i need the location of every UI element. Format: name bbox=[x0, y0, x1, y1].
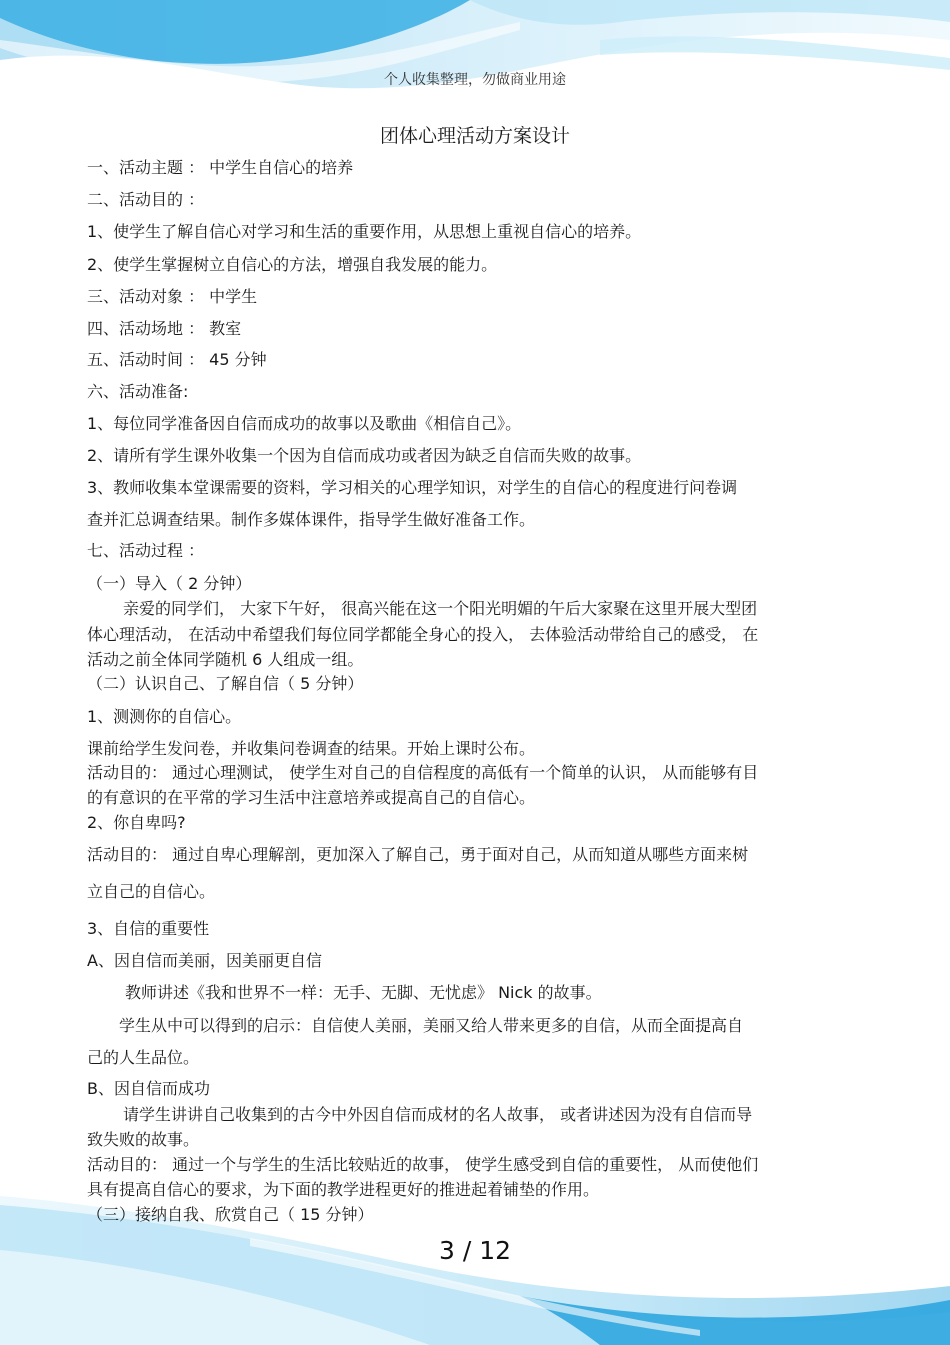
paragraph-line: 活动之前全体同学随机 6 人组成一组。 bbox=[87, 650, 364, 669]
page-indicator: 3 / 12 bbox=[438, 1236, 512, 1265]
section-heading-topic: 一、活动主题 ： 中学生自信心的培养 bbox=[87, 158, 354, 177]
paragraph-line: 立自己的自信心。 bbox=[87, 882, 216, 901]
subsection-heading: （二）认识自己、了解自信（ 5 分钟） bbox=[87, 674, 364, 693]
subsection-heading: （一）导入（ 2 分钟） bbox=[87, 574, 252, 593]
paragraph-line: 1、测测你的自信心。 bbox=[87, 707, 242, 726]
paragraph-line: 2、你自卑吗? bbox=[87, 813, 186, 832]
section-heading-venue: 四、活动场地 ： 教室 bbox=[87, 319, 242, 338]
paragraph-line: 请学生讲讲自己收集到的古今中外因自信而成材的名人故事， 或者讲述因为没有自信而导 bbox=[123, 1105, 753, 1124]
paragraph-line: 教师讲述《我和世界不一样：无手、无脚、无忧虑》 Nick 的故事。 bbox=[125, 983, 602, 1002]
paragraph-line: 1、使学生了解自信心对学习和生活的重要作用，从思想上重视自信心的培养。 bbox=[87, 222, 642, 241]
section-heading-purpose: 二、活动目的 ： bbox=[87, 190, 205, 209]
paragraph-line: 1、每位同学准备因自信而成功的故事以及歌曲《相信自己》。 bbox=[87, 414, 522, 433]
subsection-heading: （三）接纳自我、欣赏自己（ 15 分钟） bbox=[87, 1205, 374, 1224]
paragraph-line: 活动目的： 通过自卑心理解剖，更加深入了解自己，勇于面对自己，从而知道从哪些方面来树 bbox=[87, 845, 749, 864]
paragraph-line: 2、使学生掌握树立自信心的方法，增强自我发展的能力。 bbox=[87, 255, 498, 274]
paragraph-line: 学生从中可以得到的启示：自信使人美丽，美丽又给人带来更多的自信，从而全面提高自 bbox=[119, 1016, 744, 1035]
watermark-text: 个人收集整理，勿做商业用途 bbox=[384, 72, 566, 88]
paragraph-line: 具有提高自信心的要求，为下面的教学进程更好的推进起着铺垫的作用。 bbox=[87, 1180, 600, 1199]
section-heading-audience: 三、活动对象 ： 中学生 bbox=[87, 287, 258, 306]
paragraph-line: 亲爱的同学们， 大家下午好， 很高兴能在这一个阳光明媚的午后大家聚在这里开展大型团 bbox=[123, 599, 758, 618]
paragraph-line: A、因自信而美丽，因美丽更自信 bbox=[87, 951, 322, 970]
paragraph-line: 活动目的： 通过心理测试， 使学生对自己的自信程度的高低有一个简单的认识， 从而能够有目 bbox=[87, 763, 759, 782]
paragraph-line: 己的人生品位。 bbox=[87, 1048, 200, 1067]
paragraph-line: 课前给学生发问卷，并收集问卷调查的结果。开始上课时公布。 bbox=[87, 739, 536, 758]
paragraph-line: 2、请所有学生课外收集一个因为自信而成功或者因为缺乏自信而失败的故事。 bbox=[87, 446, 642, 465]
paragraph-line: 致失败的故事。 bbox=[87, 1130, 200, 1149]
paragraph-line: 的有意识的在平常的学习生活中注意培养或提高自己的自信心。 bbox=[87, 788, 536, 807]
paragraph-line: 体心理活动， 在活动中希望我们每位同学都能全身心的投入， 去体验活动带给自己的感受， 在 bbox=[87, 625, 759, 644]
paragraph-line: 3、教师收集本堂课需要的资料，学习相关的心理学知识，对学生的自信心的程度进行问卷调 bbox=[87, 478, 738, 497]
section-heading-preparation: 六、活动准备: bbox=[87, 382, 189, 401]
document-title: 团体心理活动方案设计 bbox=[379, 125, 570, 147]
paragraph-line: 3、自信的重要性 bbox=[87, 919, 210, 938]
section-heading-duration: 五、活动时间 ： 45 分钟 bbox=[87, 350, 267, 369]
paragraph-line: 查并汇总调查结果。制作多媒体课件，指导学生做好准备工作。 bbox=[87, 510, 536, 529]
paragraph-line: B、因自信而成功 bbox=[87, 1079, 210, 1098]
paragraph-line: 活动目的： 通过一个与学生的生活比较贴近的故事， 使学生感受到自信的重要性， 从而使他们 bbox=[87, 1155, 759, 1174]
section-heading-process: 七、活动过程 ： bbox=[87, 541, 205, 560]
